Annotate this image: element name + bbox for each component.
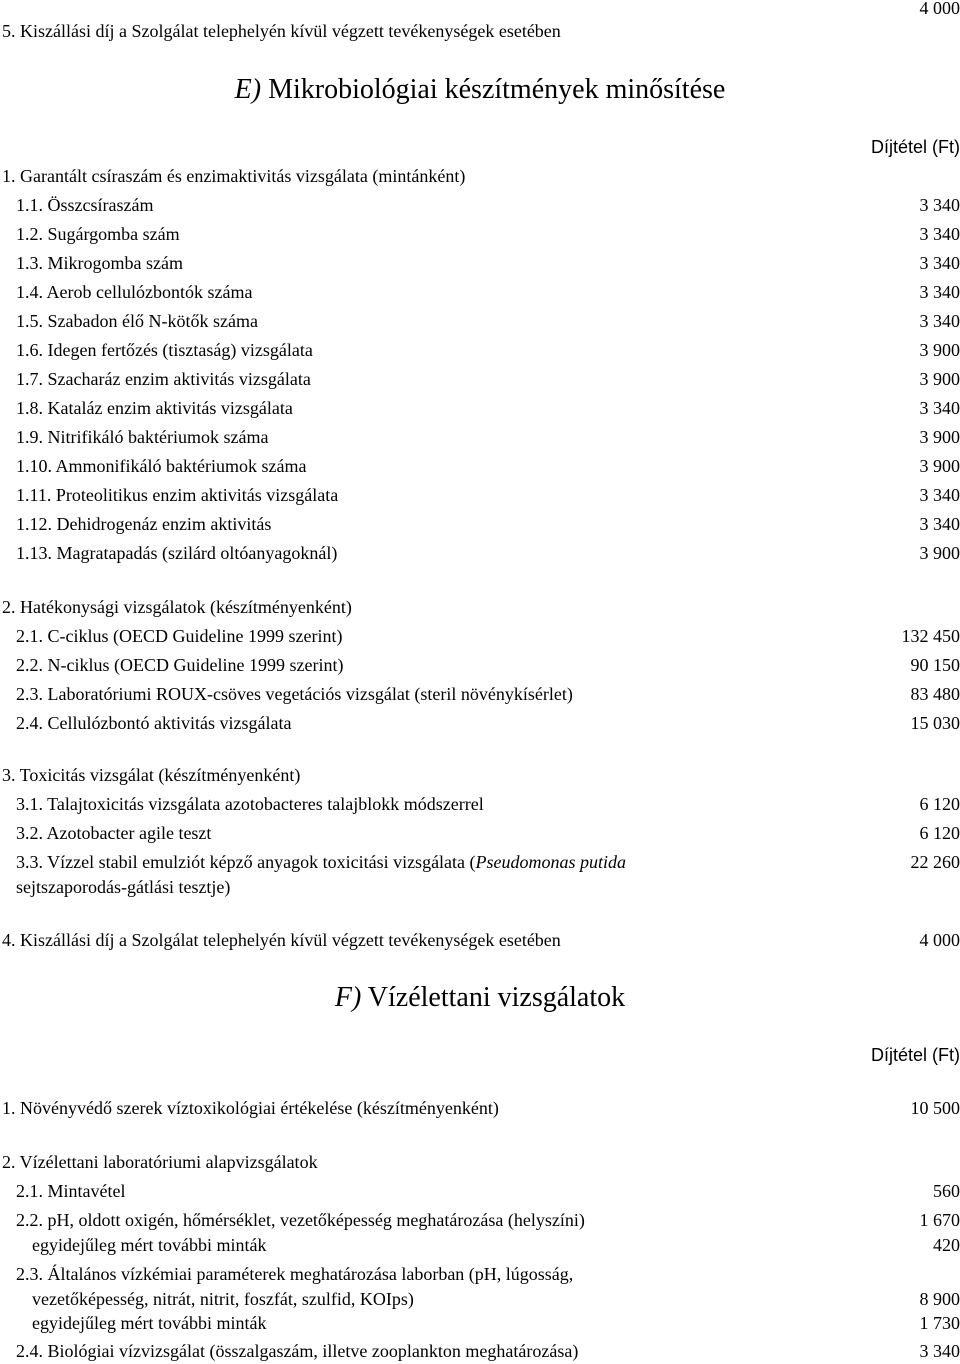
section-e-heading (0, 74, 960, 106)
fee-value: 3 340 (919, 311, 960, 331)
fee-value: 3 900 (919, 369, 960, 389)
fee-value: 3 900 (919, 456, 960, 476)
fee-label: 2.4. Biológiai vízvizsgálat (összalgaszám, illetve zooplankton meghatározása) (16, 1341, 579, 1361)
fee-value: 3 340 (919, 224, 960, 244)
fee-row-continuation (0, 875, 960, 899)
organism-name: Pseudomonas putida (475, 852, 627, 872)
fee-label: 1.13. Magratapadás (szilárd oltóanyagoknál) (16, 543, 338, 563)
fee-label: 1. Növényvédő szerek víztoxikológiai értékelése (készítményenként) (2, 1098, 499, 1118)
fee-label: 1.6. Idegen fertőzés (tisztaság) vizsgálata (16, 340, 313, 360)
fee-value: 83 480 (910, 684, 960, 704)
fee-label: 2.4. Cellulózbontó aktivitás vizsgálata (16, 713, 292, 733)
group-label: 3. Toxicitás vizsgálat (készítményenként) (2, 765, 301, 785)
fee-row (0, 1339, 960, 1363)
fee-row (0, 1208, 960, 1232)
fee-label: 4. Kiszállási díj a Szolgálat telephelyén kívül végzett tevékenységek esetében (2, 930, 561, 950)
fee-label: 1.9. Nitrifikáló baktériumok száma (16, 427, 269, 447)
fee-row (0, 1311, 960, 1335)
fee-row (0, 454, 960, 478)
fee-value: 3 900 (919, 543, 960, 563)
fee-value: 420 (933, 1235, 960, 1255)
group-heading (0, 763, 960, 787)
fee-row (0, 682, 960, 706)
fee-label: 2.1. C-ciklus (OECD Guideline 1999 szerint) (16, 626, 343, 646)
fee-row (0, 711, 960, 735)
fee-value: 3 900 (919, 340, 960, 360)
group-label: 1. Garantált csíraszám és enzimaktivitás vizsgálata (mintánként) (2, 166, 466, 186)
fee-label: 1.8. Kataláz enzim aktivitás vizsgálata (16, 398, 293, 418)
fee-column-header: Díjtétel (Ft) (870, 1045, 960, 1065)
fee-value: 3 900 (919, 427, 960, 447)
fee-label: 2.3. Laboratóriumi ROUX-csöves vegetációs vizsgálat (steril növénykísérlet) (16, 684, 573, 704)
fee-row (0, 792, 960, 816)
fee-label: 1.2. Sugárgomba szám (16, 224, 180, 244)
fee-row (0, 928, 960, 952)
fee-label: 1.5. Szabadon élő N-kötők száma (16, 311, 258, 331)
fee-label: 2.2. N-ciklus (OECD Guideline 1999 szerint) (16, 655, 344, 675)
fee-row (0, 0, 960, 20)
fee-row (0, 541, 960, 565)
fee-value: 15 030 (910, 713, 960, 733)
fee-label: 1.11. Proteolitikus enzim aktivitás vizsgálata (16, 485, 339, 505)
fee-row (0, 222, 960, 246)
fee-value: 4 000 (919, 0, 960, 18)
fee-row (0, 19, 960, 43)
fee-value: 22 260 (910, 852, 960, 872)
fee-value: 3 340 (919, 485, 960, 505)
fee-value: 3 340 (919, 253, 960, 273)
fee-row (0, 653, 960, 677)
fee-row (0, 850, 960, 874)
fee-value: 1 670 (919, 1210, 960, 1230)
fee-value: 132 450 (901, 626, 960, 646)
fee-row (0, 309, 960, 333)
fee-label: 2.2. pH, oldott oxigén, hőmérséklet, vezetőképesség meghatározása (helyszíni) (16, 1210, 585, 1230)
fee-value: 6 120 (919, 794, 960, 814)
fee-label: egyidejűleg mért további minták (32, 1313, 267, 1333)
group-label: 2. Vízélettani laboratóriumi alapvizsgálatok (2, 1152, 318, 1172)
fee-value: 3 340 (919, 195, 960, 215)
group-label: 2. Hatékonysági vizsgálatok (készítményenként) (2, 597, 352, 617)
section-f-heading (0, 982, 960, 1014)
fee-label: 2.1. Mintavétel (16, 1181, 126, 1201)
fee-value: 3 340 (919, 1341, 960, 1361)
fee-value: 8 900 (919, 1289, 960, 1309)
fee-value: 560 (933, 1181, 960, 1201)
group-heading (0, 1150, 960, 1174)
fee-value: 10 500 (910, 1098, 960, 1118)
fee-label: 3.1. Talajtoxicitás vizsgálata azotobacteres talajblokk módszerrel (16, 794, 484, 814)
section-title: Vízélettani vizsgálatok (367, 982, 626, 1013)
fee-label: egyidejűleg mért további minták (32, 1235, 267, 1255)
fee-label (16, 850, 626, 874)
fee-label-text: 3.3. Vízzel stabil emulziót képző anyagok toxicitási vizsgálata ( (16, 852, 476, 872)
fee-label: 1.7. Szacharáz enzim aktivitás vizsgálata (16, 369, 311, 389)
fee-row (0, 512, 960, 536)
group-heading (0, 595, 960, 619)
fee-row (0, 338, 960, 362)
fee-value: 3 340 (919, 398, 960, 418)
fee-row (0, 251, 960, 275)
fee-value: 6 120 (919, 823, 960, 843)
fee-label: 1.4. Aerob cellulózbontók száma (16, 282, 253, 302)
fee-row (0, 624, 960, 648)
fee-value: 4 000 (919, 930, 960, 950)
fee-label: 2.3. Általános vízkémiai paraméterek meghatározása laborban (pH, lúgosság, (16, 1264, 574, 1284)
section-title: Mikrobiológiai készítmények minősítése (268, 74, 726, 105)
fee-label: sejtszaporodás-gátlási tesztje) (16, 877, 231, 897)
fee-row (0, 193, 960, 217)
group-heading (0, 164, 960, 188)
fee-row (0, 1179, 960, 1203)
fee-label: 1.3. Mikrogomba szám (16, 253, 183, 273)
fee-label: 3.2. Azotobacter agile teszt (16, 823, 212, 843)
fee-label: 1.10. Ammonifikáló baktériumok száma (16, 456, 307, 476)
fee-label: vezetőképesség, nitrát, nitrit, foszfát, szulfid, KOIps) (32, 1289, 414, 1309)
fee-value: 3 340 (919, 514, 960, 534)
fee-row (0, 1096, 960, 1120)
fee-label: 1.12. Dehidrogenáz enzim aktivitás (16, 514, 272, 534)
fee-value: 3 340 (919, 282, 960, 302)
fee-row (0, 425, 960, 449)
section-prefix: E) (234, 74, 262, 105)
fee-value: 1 730 (919, 1313, 960, 1333)
fee-row (0, 1233, 960, 1257)
fee-row (0, 1262, 960, 1286)
fee-value: 90 150 (910, 655, 960, 675)
fee-row (0, 821, 960, 845)
fee-row (0, 1287, 960, 1311)
fee-label: 5. Kiszállási díj a Szolgálat telephelyén kívül végzett tevékenységek esetében (2, 21, 561, 41)
fee-column-header: Díjtétel (Ft) (870, 137, 960, 157)
fee-row (0, 280, 960, 304)
fee-row (0, 483, 960, 507)
section-prefix: F) (334, 982, 362, 1013)
fee-label: 1.1. Összcsíraszám (16, 195, 154, 215)
fee-row (0, 367, 960, 391)
fee-row (0, 396, 960, 420)
